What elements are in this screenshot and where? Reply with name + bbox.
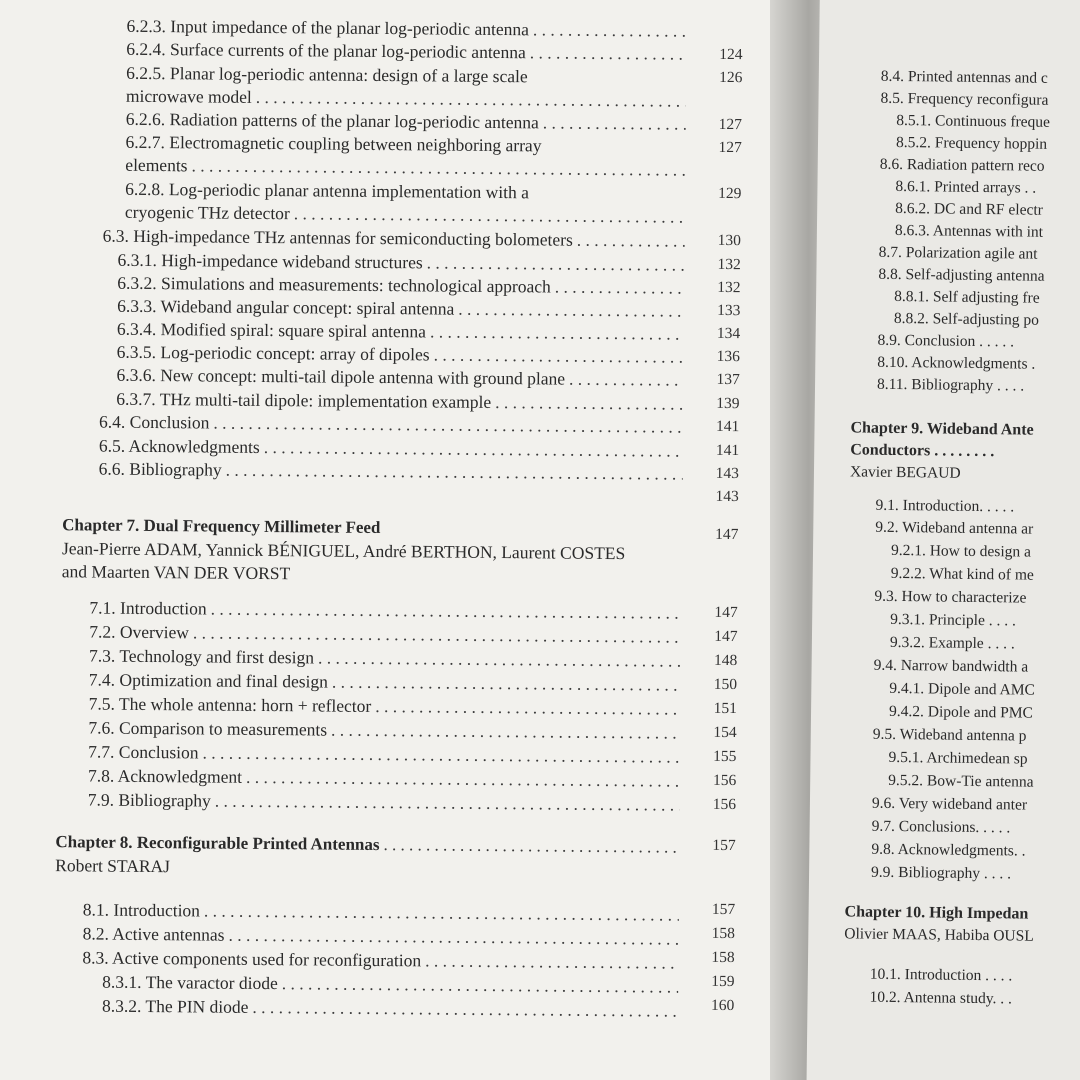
toc-entry: 8.11. Bibliography . . . . xyxy=(876,375,1025,395)
toc-entry: 7.9. Bibliography . . . xyxy=(88,789,680,814)
chapter-authors: Jean-Pierre ADAM, Yannick BÉNIGUEL, André BERTHON, Laurent COSTES xyxy=(61,538,626,564)
toc-entry: 9.9. Bibliography . . . . xyxy=(871,863,1012,883)
page-number: 147 xyxy=(715,525,739,544)
chapter-authors: Robert STARAJ xyxy=(55,855,171,877)
toc-entry: 8.5. Frequency reconfigura xyxy=(880,89,1049,109)
page-number: 136 xyxy=(716,347,741,366)
toc-entry-continued: cryogenic THz detector . . . xyxy=(125,202,685,227)
page-number: 148 xyxy=(713,651,738,670)
toc-entry: 8.8.1. Self adjusting fre xyxy=(894,287,1040,307)
toc-entry: 6.3.4. Modified spiral: square spiral antenna . . . xyxy=(117,319,684,344)
toc-entry: 8.5.1. Continuous freque xyxy=(896,111,1051,131)
toc-entry: 8.7. Polarization agile ant xyxy=(878,243,1038,263)
page-number: 126 xyxy=(719,68,743,87)
toc-entry: 8.6.2. DC and RF electr xyxy=(895,199,1043,219)
toc-entry: 8.4. Printed antennas and c xyxy=(880,67,1048,87)
toc-entry: 8.5.2. Frequency hoppin xyxy=(895,133,1048,153)
toc-entry: 10.1. Introduction . . . . xyxy=(869,965,1013,985)
page-number: 159 xyxy=(711,972,735,991)
toc-entry: 8.3.2. The PIN diode . . . xyxy=(102,996,678,1021)
toc-entry: 6.3.1. High-impedance wideband structures . . . xyxy=(117,250,684,275)
toc-entry: 6.3.5. Log-periodic concept: array of dipoles . . . xyxy=(117,342,684,367)
toc-entry: 6.5. Acknowledgments . . . xyxy=(99,436,683,461)
chapter-title: Chapter 8. Reconfigurable Printed Antennas . . . xyxy=(55,832,679,857)
toc-entry: 6.3. High-impedance THz antennas for semiconducting bolometers . . . xyxy=(103,226,685,251)
page-number: 127 xyxy=(718,138,742,157)
toc-entry: 9.1. Introduction. . . . . xyxy=(875,496,1015,516)
toc-entry: 6.2.7. Electromagnetic coupling between neighboring array xyxy=(125,131,542,156)
toc-entry: 8.2. Active antennas . . . xyxy=(83,923,679,948)
toc-entry: 7.7. Conclusion . . . xyxy=(88,741,680,766)
toc-entry: 10.2. Antenna study. . . xyxy=(869,988,1013,1008)
page-number: 147 xyxy=(714,603,738,622)
page-number: 157 xyxy=(712,836,736,855)
toc-entry: 9.2. Wideband antenna ar xyxy=(875,518,1034,538)
toc-entry: 9.5.2. Bow-Tie antenna xyxy=(888,771,1034,791)
page-number: 155 xyxy=(713,747,737,766)
toc-entry: 9.3.1. Principle . . . . xyxy=(890,610,1017,630)
toc-entry: 6.2.8. Log-periodic planar antenna implementation with a xyxy=(125,178,530,203)
toc-entry: 9.2.2. What kind of me xyxy=(890,564,1034,584)
page-number: 129 xyxy=(718,184,742,203)
toc-entry: 6.3.3. Wideband angular concept: spiral antenna . . . xyxy=(117,296,684,321)
page-number: 130 xyxy=(717,231,742,250)
page-number: 141 xyxy=(715,441,740,460)
toc-entry: 8.8.2. Self-adjusting po xyxy=(893,309,1040,329)
toc-entry: 8.3. Active components used for reconfiguration . . . xyxy=(82,947,678,972)
page-number: 134 xyxy=(716,324,741,343)
page-number: 160 xyxy=(710,996,735,1015)
toc-entry: 8.10. Acknowledgments . xyxy=(877,353,1036,373)
toc-entry: 6.2.5. Planar log-periodic antenna: design of a large scale xyxy=(126,62,528,87)
toc-entry: 9.2.1. How to design a xyxy=(890,541,1032,561)
right-page xyxy=(806,0,1080,1080)
page-number: 137 xyxy=(716,370,740,389)
toc-entry: 6.2.6. Radiation patterns of the planar log-periodic antenna . . . xyxy=(126,109,686,134)
toc-entry: 8.9. Conclusion . . . . . xyxy=(877,331,1015,351)
page-number: 157 xyxy=(711,900,736,919)
toc-entry: 6.4. Conclusion . . . xyxy=(99,412,683,437)
toc-entry: 7.6. Comparison to measurements . . . xyxy=(88,717,680,742)
toc-entry: 9.3. How to characterize xyxy=(874,587,1027,607)
toc-entry: 8.1. Introduction . . . xyxy=(83,899,679,924)
toc-entry: 8.6. Radiation pattern reco xyxy=(879,155,1045,175)
toc-entry: 7.2. Overview . . . xyxy=(89,621,681,646)
toc-entry-continued: elements . . . xyxy=(125,155,685,180)
page-number: 141 xyxy=(716,417,740,436)
page-number: 158 xyxy=(711,924,735,943)
chapter-title: Chapter 7. Dual Frequency Millimeter Feed xyxy=(62,515,381,538)
toc-entry: 9.7. Conclusions. . . . . xyxy=(871,817,1011,837)
toc-entry: 7.5. The whole antenna: horn + reflector . . . xyxy=(89,693,681,718)
chapter-authors: Olivier MAAS, Habiba OUSL xyxy=(844,925,1034,945)
toc-entry: 9.3.2. Example . . . . xyxy=(889,633,1015,653)
page-number: 132 xyxy=(717,255,741,274)
toc-entry: 9.8. Acknowledgments. . xyxy=(871,840,1026,860)
toc-entry: 7.8. Acknowledgment . . . xyxy=(88,765,680,790)
toc-entry: 7.1. Introduction . . . xyxy=(89,597,681,622)
page-number: 124 xyxy=(719,45,743,64)
toc-entry: 6.2.3. Input impedance of the planar log-periodic antenna . . . xyxy=(126,16,686,41)
toc-entry: 8.6.1. Printed arrays . . xyxy=(895,177,1037,197)
page-number: 127 xyxy=(718,115,743,134)
page-number: 147 xyxy=(714,627,738,646)
page-number: 133 xyxy=(717,301,741,320)
toc-entry: 9.4.1. Dipole and AMC xyxy=(889,679,1035,699)
page-number: 156 xyxy=(712,795,737,814)
toc-entry: 8.6.3. Antennas with int xyxy=(894,221,1044,241)
page-number: 156 xyxy=(712,771,737,790)
toc-entry: 6.3.6. New concept: multi-tail dipole antenna with ground plane . . . xyxy=(116,365,683,390)
toc-entry: 9.5. Wideband antenna p xyxy=(872,725,1027,745)
toc-entry: 9.5.1. Archimedean sp xyxy=(888,748,1028,768)
page-number: 132 xyxy=(717,278,741,297)
page-number: 143 xyxy=(715,487,739,506)
page-number: 154 xyxy=(713,723,737,742)
chapter-title: Chapter 10. High Impedan xyxy=(844,903,1029,923)
toc-entry: 7.3. Technology and first design . . . xyxy=(89,645,681,670)
toc-entry: 8.3.1. The varactor diode . . . xyxy=(102,972,678,997)
toc-entry: 6.3.7. THz multi-tail dipole: implementation example . . . xyxy=(116,389,683,414)
page-number: 158 xyxy=(711,948,735,967)
toc-entry: 7.4. Optimization and final design . . . xyxy=(89,669,681,694)
toc-entry: 6.2.4. Surface currents of the planar log-periodic antenna . . . xyxy=(126,39,686,64)
toc-entry: 6.3.2. Simulations and measurements: technological approach . . . xyxy=(117,273,684,298)
toc-entry: 9.4.2. Dipole and PMC xyxy=(888,702,1033,722)
toc-entry: 8.8. Self-adjusting antenna xyxy=(878,265,1045,285)
chapter-title: Chapter 9. Wideband Ante xyxy=(850,419,1034,439)
chapter-authors: Xavier BEGAUD xyxy=(849,463,961,482)
chapter-title: Conductors . . . . . . . . xyxy=(850,441,995,461)
toc-entry: 6.6. Bibliography . . . xyxy=(99,459,683,484)
toc-entry-continued: microwave model . . . xyxy=(126,86,686,111)
page-number: 143 xyxy=(715,464,740,483)
page-number: 139 xyxy=(716,394,740,413)
page-number: 151 xyxy=(713,699,737,718)
toc-entry: 9.4. Narrow bandwidth a xyxy=(873,656,1029,676)
chapter-authors: and Maarten VAN DER VORST xyxy=(61,561,291,584)
page-number: 150 xyxy=(713,675,738,694)
toc-entry: 9.6. Very wideband anter xyxy=(871,794,1028,814)
